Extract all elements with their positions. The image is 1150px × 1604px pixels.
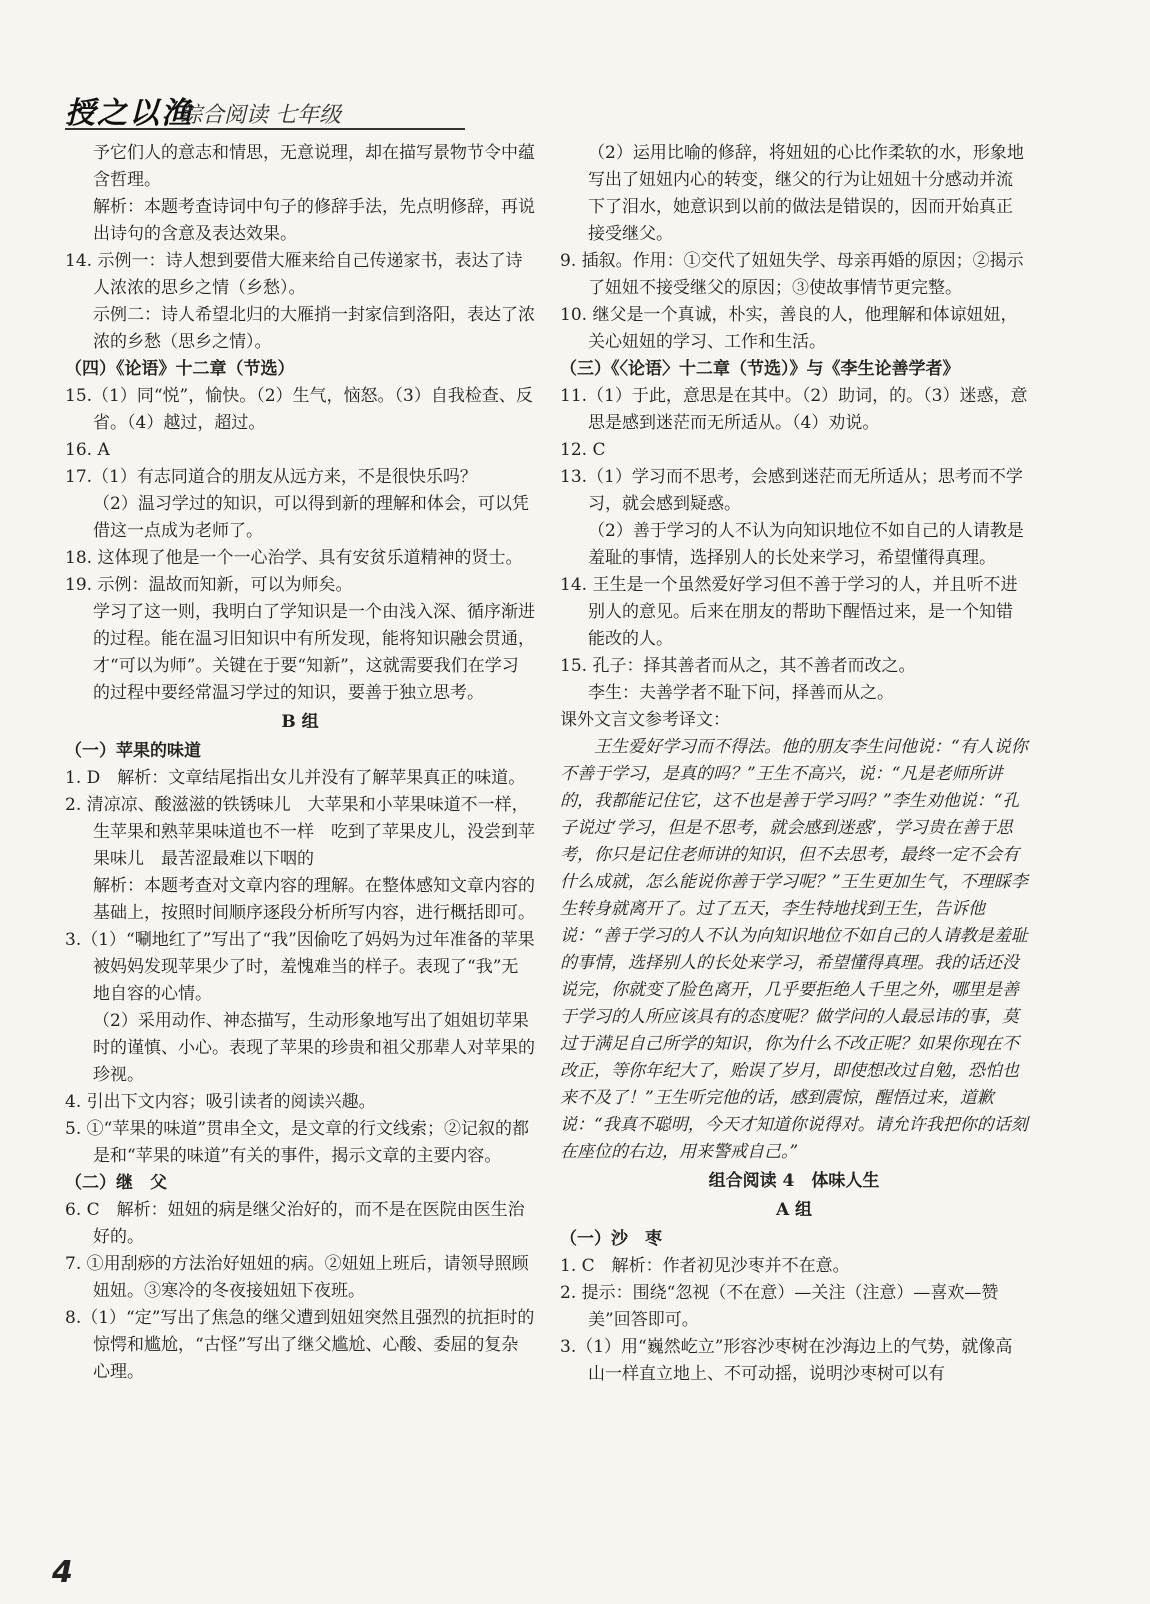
left-paragraph: 解析：本题考查对文章内容的理解。在整体感知文章内容的基础上，按照时间顺序逐段分析所写内容，进行概括即可。: [93, 876, 535, 923]
right-paragraph: （三）《〈论语〉十二章（节选）》与《李生论善学者》: [560, 359, 960, 379]
left-paragraph: 16. A: [65, 440, 110, 460]
left-paragraph: （一）苹果的味道: [65, 741, 201, 761]
left-paragraph: （2）采用动作、神态描写，生动形象地写出了姐姐切苹果时的谨慎、小心。表现了苹果的珍贵和祖父那辈人对苹果的珍视。: [93, 1011, 535, 1085]
left-paragraph: 18. 这体现了他是一个一心治学、具有安贫乐道精神的贤士。: [65, 548, 523, 568]
left-paragraph: B 组: [281, 712, 319, 732]
left-paragraph: 15.（1）同“悦”，愉快。（2）生气，恼怒。（3）自我检查、反省。（4）越过，超过。: [65, 386, 533, 433]
right-paragraph: 王生爱好学习而不得法。他的朋友李生问他说：“有人说你不善于学习，是真的吗？”王生不高兴，说：“凡是老师所讲的，我都能记住它，这不也是善于学习吗？”李生劝他说：“孔子说过‘学习，但是不思考，就会感到迷惑’，学习贵在善于思考，你只是记住老师讲的知识，但不去思考，最终一定不会有什么成就，怎么能说你善于学习呢？”王生更加生气，不理睬李生转身就离开了。过了五天，李生特地找到王生，告诉他说：“善于学习的人不认为向知识地位不如自己的人请教是羞耻的事情，选择别人的长处来学习，希望懂得真理。我的话还没说完，你就变了脸色离开，几乎要拒绝人千里之外，哪里是善于学习的人所应该具有的态度呢？做学问的人最忌讳的事，莫过于满足自己所学的知识，你为什么不改正呢？如果你现在不改正，等你年纪大了，贻误了岁月，即使想改过自勉，恐怕也来不及了！”王生听完他的话，感到震惊，醒悟过来，道歉说：“我真不聪明，今天才知道你说得对。请允许我把你的话刻在座位的右边，用来警戒自己。”: [560, 737, 1028, 1162]
right-paragraph: 14. 王生是一个虽然爱好学习但不善于学习的人，并且听不进别人的意见。后来在朋友的帮助下醒悟过来，是一个知错能改的人。: [560, 575, 1018, 649]
right-paragraph: （一）沙 枣: [560, 1229, 662, 1249]
left-paragraph: 学习了这一则，我明白了学知识是一个由浅入深、循序渐进的过程。能在温习旧知识中有所发现，能将知识融会贯通，才“可以为师”。关键在于要“知新”，这就需要我们在学习的过程中要经常温习学过的知识，要善于独立思考。: [93, 602, 535, 703]
right-paragraph: （2）运用比喻的修辞，将妞妞的心比作柔软的水，形象地写出了妞妞内心的转变，继父的行为让妞妞十分感动并流下了泪水，她意识到以前的做法是错误的，因而开始真正接受继父。: [588, 143, 1024, 244]
right-paragraph: 12. C: [560, 440, 606, 460]
left-column: [65, 140, 535, 1386]
left-paragraph: 7. ①用刮痧的方法治好妞妞的病。②妞妞上班后，请领导照顾妞妞。③寒冷的冬夜接妞妞下夜班。: [65, 1254, 529, 1301]
left-paragraph: （2）温习学过的知识，可以得到新的理解和体会，可以凭借这一点成为老师了。: [93, 494, 529, 541]
left-paragraph: 5. ①“苹果的味道”贯串全文，是文章的行文线索；②记叙的都是和“苹果的味道”有关的事件，揭示文章的主要内容。: [65, 1119, 530, 1166]
left-paragraph: （四）《论语》十二章（节选）: [65, 359, 295, 379]
left-paragraph: 解析：本题考查诗词中句子的修辞手法，先点明修辞，再说出诗句的含意及表达效果。: [93, 197, 535, 244]
right-paragraph: 10. 继父是一个真诚，朴实，善良的人，他理解和体谅妞妞，关心妞妞的学习、工作和生活。: [560, 305, 1018, 352]
right-paragraph: 15. 孔子：择其善者而从之，其不善者而改之。: [560, 656, 916, 676]
book-subtitle: 综合阅读 七年级: [180, 103, 341, 128]
right-paragraph: 1. C 解析：作者初见沙枣并不在意。: [560, 1256, 850, 1276]
right-paragraph: 3.（1）用“巍然屹立”形容沙枣树在沙海边上的气势，就像高山一样直立地上、不可动摇，说明沙枣树可以有: [560, 1337, 1013, 1384]
right-paragraph: 李生：夫善学者不耻下问，择善而从之。: [588, 683, 894, 703]
left-paragraph: 2. 清凉凉、酸滋滋的铁锈味儿 大苹果和小苹果味道不一样，生苹果和熟苹果味道也不一样 吃到了苹果皮儿，没尝到苹果味儿 最苦涩最难以下咽的: [65, 795, 535, 869]
page-number: 4: [52, 1555, 73, 1590]
left-paragraph: 17.（1）有志同道合的朋友从远方来，不是很快乐吗？: [65, 467, 477, 487]
right-column: [560, 140, 1028, 1388]
right-paragraph: （2）善于学习的人不认为向知识地位不如自己的人请教是羞耻的事情，选择别人的长处来学习，希望懂得真理。: [588, 521, 1024, 568]
page-header: [65, 88, 1105, 132]
left-paragraph: 1. D 解析：文章结尾指出女儿并没有了解苹果真正的味道。: [65, 768, 526, 788]
right-paragraph: 组合阅读 4 体味人生: [708, 1171, 880, 1191]
right-paragraph: 2. 提示：围绕“忽视（不在意）—关注（注意）—喜欢—赞美”回答即可。: [560, 1283, 999, 1330]
right-paragraph: 课外文言文参考译文：: [560, 710, 730, 730]
left-paragraph: 6. C 解析：妞妞的病是继父治好的，而不是在医院由医生治好的。: [65, 1200, 525, 1247]
left-paragraph: 3.（1）“唰地红了”写出了“我”因偷吃了妈妈为过年准备的苹果被妈妈发现苹果少了时，羞愧难当的样子。表现了“我”无地自容的心情。: [65, 930, 535, 1004]
left-paragraph: 予它们人的意志和情思，无意说理，却在描写景物节令中蕴含哲理。: [93, 143, 535, 190]
right-paragraph: 13.（1）学习而不思考，会感到迷茫而无所适从；思考而不学习，就会感到疑惑。: [560, 467, 1023, 514]
left-paragraph: （二）继 父: [65, 1173, 167, 1193]
right-paragraph: A 组: [775, 1200, 813, 1220]
left-paragraph: 8.（1）“定”写出了焦急的继父遭到妞妞突然且强烈的抗拒时的惊愕和尴尬，“古怪”写出了继父尴尬、心酸、委屈的复杂心理。: [65, 1308, 535, 1382]
left-paragraph: 19. 示例：温故而知新，可以为师矣。: [65, 575, 353, 595]
right-paragraph: 11.（1）于此，意思是在其中。（2）助词，的。（3）迷惑，意思是感到迷茫而无所适从。（4）劝说。: [560, 386, 1028, 433]
brand-logo: 授之以渔: [65, 96, 193, 131]
header-rule: [65, 128, 465, 130]
left-paragraph: 14. 示例一：诗人想到要借大雁来给自己传递家书，表达了诗人浓浓的思乡之情（乡愁）。: [65, 251, 523, 298]
left-paragraph: 4. 引出下文内容；吸引读者的阅读兴趣。: [65, 1092, 376, 1112]
right-paragraph: 9. 插叙。作用：①交代了妞妞失学、母亲再婚的原因；②揭示了妞妞不接受继父的原因；③使故事情节更完整。: [560, 251, 1024, 298]
left-paragraph: 示例二：诗人希望北归的大雁捎一封家信到洛阳，表达了浓浓的乡愁（思乡之情）。: [93, 305, 535, 352]
